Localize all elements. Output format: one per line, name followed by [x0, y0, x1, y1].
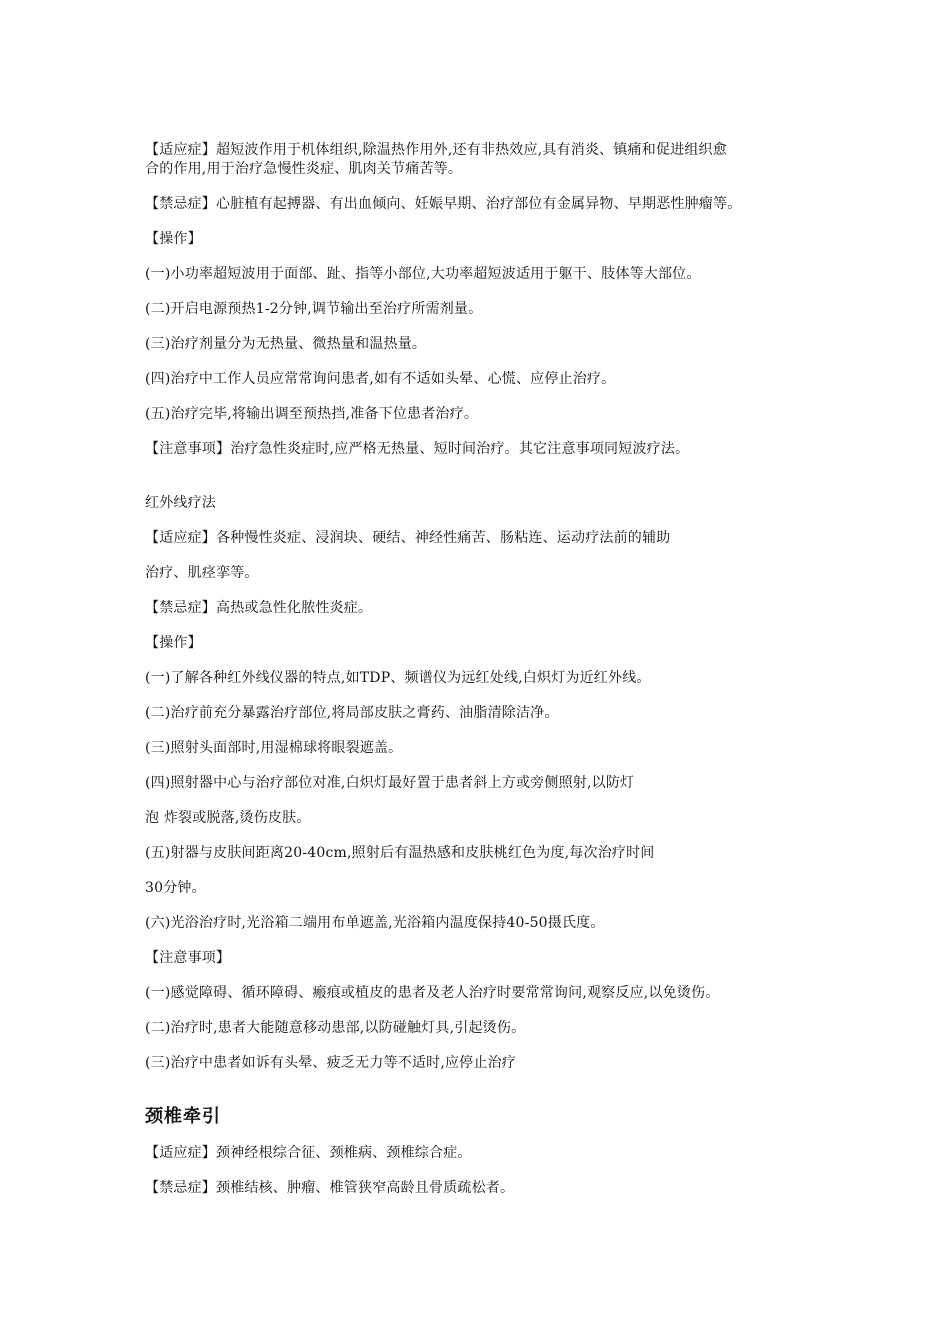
shortwave-step-2: (二)开启电源预热1-2分钟,调节输出至治疗所需剂量。 — [145, 301, 483, 317]
infrared-step-3: (三)照射头面部时,用湿棉球将眼裂遮盖。 — [145, 740, 403, 756]
traction-heading: 颈椎牵引 — [145, 1106, 221, 1127]
infrared-indications-line-1: 【适应症】各种慢性炎症、浸润块、硬结、神经性痛苦、肠粘连、运动疗法前的辅助 — [145, 530, 671, 546]
infrared-title: 红外线疗法 — [145, 495, 216, 511]
infrared-indications-line-2: 治疗、肌痉挛等。 — [145, 565, 259, 581]
infrared-note-2: (二)治疗时,患者大能随意移动患部,以防碰触灯具,引起烫伤。 — [145, 1020, 526, 1036]
infrared-step-2: (二)治疗前充分暴露治疗部位,将局部皮肤之膏药、油脂清除洁净。 — [145, 705, 559, 721]
infrared-step-1: (一)了解各种红外线仪器的特点,如TDP、频谱仪为远红处线,白炽灯为近红外线。 — [145, 670, 651, 686]
shortwave-step-3: (三)治疗剂量分为无热量、微热量和温热量。 — [145, 336, 427, 352]
infrared-step-4-continued: 泡 炸裂或脱落,烫伤皮肤。 — [145, 810, 311, 826]
shortwave-step-5: (五)治疗完毕,将输出调至预热挡,准备下位患者治疗。 — [145, 406, 479, 422]
shortwave-contraindications: 【禁忌症】心脏植有起搏器、有出血倾向、妊娠早期、治疗部位有金属异物、早期恶性肿瘤等。 — [145, 196, 742, 212]
infrared-note-3: (三)治疗中患者如诉有头晕、疲乏无力等不适时,应停止治疗 — [145, 1055, 516, 1071]
shortwave-indications-line-2: 合的作用,用于治疗急慢性炎症、肌肉关节痛苦等。 — [145, 161, 463, 177]
infrared-step-4: (四)照射器中心与治疗部位对准,白炽灯最好置于患者斜上方或旁侧照射,以防灯 — [145, 775, 635, 791]
infrared-step-6: (六)光浴治疗时,光浴箱二端用布单遮盖,光浴箱内温度保持40-50摄氏度。 — [145, 915, 605, 931]
infrared-step-5-continued: 30分钟。 — [145, 880, 206, 896]
infrared-contraindications: 【禁忌症】高热或急性化脓性炎症。 — [145, 600, 373, 616]
shortwave-indications-line-1: 【适应症】超短波作用于机体组织,除温热作用外,还有非热效应,具有消炎、镇痛和促进组织愈 — [145, 142, 727, 158]
shortwave-notes: 【注意事项】治疗急性炎症时,应严格无热量、短时间治疗。其它注意事项同短波疗法。 — [145, 441, 690, 457]
infrared-operation-title: 【操作】 — [145, 635, 202, 651]
infrared-notes-title: 【注意事项】 — [145, 950, 231, 966]
infrared-note-1: (一)感觉障碍、循环障碍、瘢痕或植皮的患者及老人治疗时要常常询问,观察反应,以免烫伤。 — [145, 985, 720, 1001]
shortwave-step-4: (四)治疗中工作人员应常常询问患者,如有不适如头晕、心慌、应停止治疗。 — [145, 371, 616, 387]
traction-indications: 【适应症】颈神经根综合征、颈椎病、颈椎综合症。 — [145, 1145, 472, 1161]
shortwave-step-1: (一)小功率超短波用于面部、趾、指等小部位,大功率超短波适用于躯干、肢体等大部位。 — [145, 266, 701, 282]
traction-contraindications: 【禁忌症】颈椎结核、肿瘤、椎管狭窄高龄且骨质疏松者。 — [145, 1180, 515, 1196]
shortwave-operation-title: 【操作】 — [145, 231, 202, 247]
infrared-step-5: (五)射器与皮肤间距离20-40cm,照射后有温热感和皮肤桃红色为度,每次治疗时间 — [145, 845, 655, 861]
